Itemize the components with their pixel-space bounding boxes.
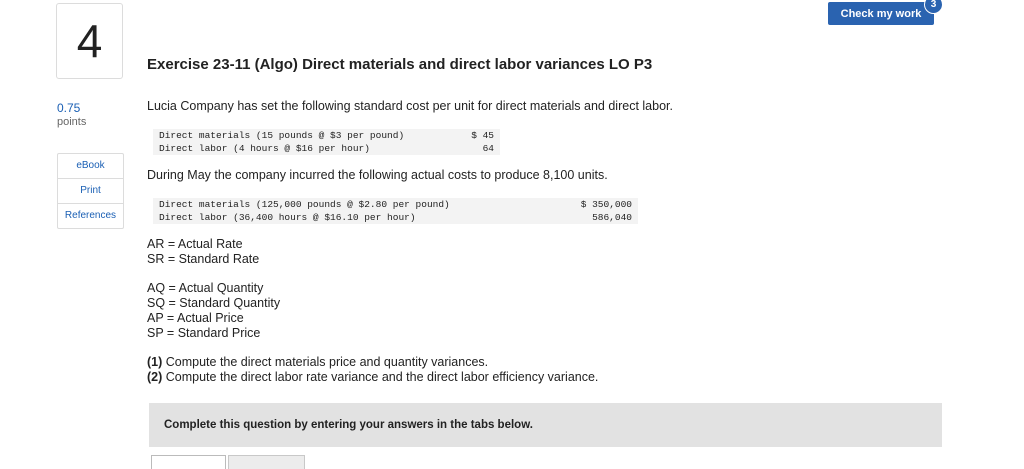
banner-text: Complete this question by entering your answers in the tabs below.: [164, 419, 533, 431]
task-number: (1): [147, 355, 163, 369]
points-value: 0.75: [57, 101, 81, 115]
table-row: [153, 129, 500, 142]
references-link[interactable]: References: [64, 210, 117, 221]
task-line: [147, 355, 598, 370]
points-label: points: [57, 116, 87, 128]
actual-cost-table: [153, 198, 638, 224]
cost-amount: $ 350,000: [580, 199, 632, 210]
standard-cost-table: [153, 129, 500, 155]
task-number: (2): [147, 370, 163, 384]
quantity-price-definitions: [147, 281, 280, 341]
definition-line: SR = Standard Rate: [147, 252, 260, 266]
check-my-work-button[interactable]: Check my work: [828, 2, 934, 25]
points-info: [57, 101, 86, 129]
cost-label: Direct labor (4 hours @ $16 per hour): [159, 143, 370, 154]
definition-line: AP = Actual Price: [147, 311, 244, 325]
answer-tab-2[interactable]: [228, 455, 305, 469]
actual-intro-text: During May the company incurred the following actual costs to produce 8,100 units.: [147, 168, 608, 182]
task-text: Compute the direct labor rate variance and the direct labor efficiency variance.: [162, 370, 599, 384]
answer-tab-1[interactable]: [151, 455, 226, 469]
task-line: [147, 370, 598, 385]
definition-line: AR = Actual Rate: [147, 237, 243, 251]
ebook-link[interactable]: eBook: [58, 154, 123, 179]
intro-text: Lucia Company has set the following standard cost per unit for direct materials and direct labor.: [147, 99, 673, 113]
task-text: Compute the direct materials price and quantity variances.: [162, 355, 489, 369]
check-attempts-badge: 3: [924, 0, 943, 14]
sidebar-links: [57, 153, 124, 229]
rate-definitions: [147, 237, 259, 267]
print-link[interactable]: Print: [58, 179, 123, 204]
definition-line: SQ = Standard Quantity: [147, 296, 281, 310]
exercise-title: Exercise 23-11 (Algo) Direct materials and direct labor variances LO P3: [147, 56, 653, 73]
table-row: [153, 211, 638, 224]
answer-instruction-banner: [149, 403, 942, 447]
cost-label: Direct materials (125,000 pounds @ $2.80 per pound): [159, 199, 450, 210]
definition-line: AQ = Actual Quantity: [147, 281, 264, 295]
cost-amount: 586,040: [592, 212, 632, 223]
cost-amount: 64: [482, 143, 494, 154]
definition-line: SP = Standard Price: [147, 326, 261, 340]
cost-label: Direct materials (15 pounds @ $3 per pound): [159, 130, 405, 141]
question-number-box: [56, 3, 123, 79]
cost-label: Direct labor (36,400 hours @ $16.10 per hour): [159, 212, 416, 223]
cost-amount: $ 45: [471, 130, 494, 141]
table-row: [153, 142, 500, 155]
task-instructions: [147, 355, 598, 385]
question-number: 4: [76, 15, 103, 67]
table-row: [153, 198, 638, 211]
